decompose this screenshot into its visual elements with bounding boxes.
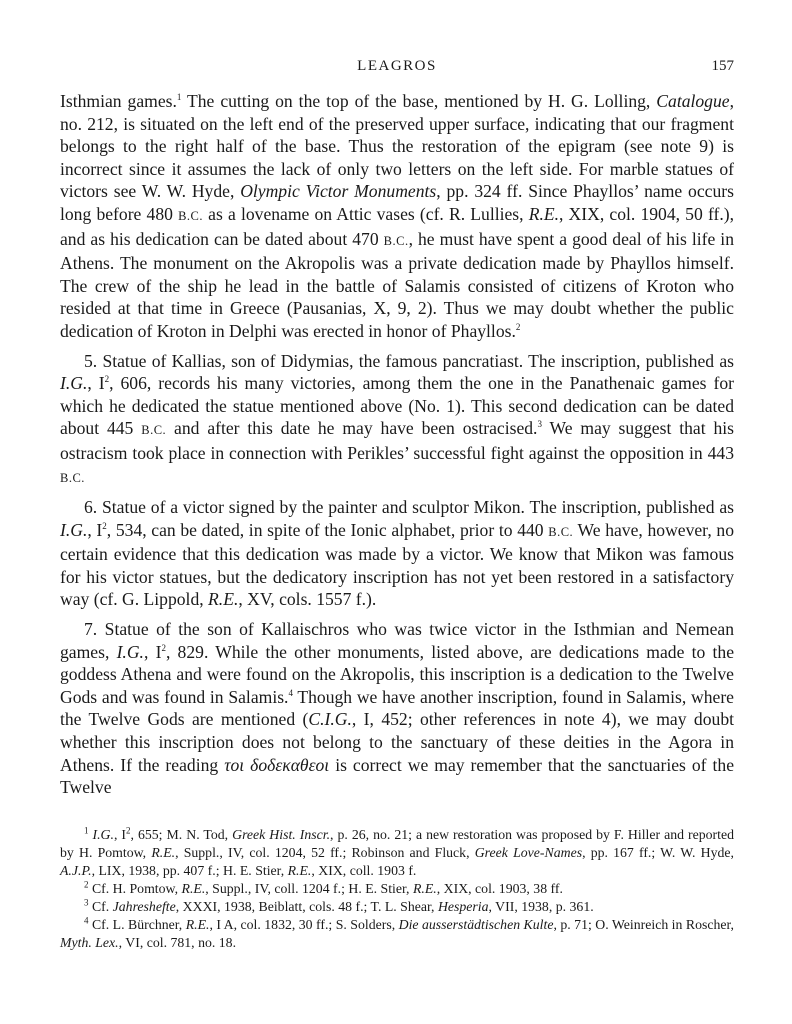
italic-text: A.J.P. (60, 863, 92, 878)
text-run: , XXXI, 1938, Beiblatt, cols. 48 f.; T. L. Shear, (175, 899, 438, 914)
text-run: Cf. H. Pomtow, (88, 881, 182, 896)
text-run: B.C. (548, 524, 574, 539)
italic-text: τοι δοδεκαθεοι (224, 754, 330, 775)
italic-text: Olympic Victor Monuments (240, 181, 437, 202)
text-run: , LIX, 1938, pp. 407 f.; H. E. Stier, (91, 863, 288, 878)
text-run: , VI, col. 781, no. 18. (118, 935, 237, 950)
footnote-3 (60, 898, 734, 916)
text-run: B.C. (383, 233, 409, 248)
text-run: , XIX, coll. 1903 f. (311, 863, 417, 878)
italic-text: C.I.G. (308, 709, 352, 730)
footnote-ref: 4 (288, 687, 293, 698)
text-run: We may suggest that his ostracism took place in connection with Perikles’ successful fight against the opposition in 443 (60, 418, 734, 463)
running-title: LEAGROS (357, 58, 437, 74)
text-run: as a lovename on Attic vases (cf. R. Lullies, (203, 203, 529, 224)
text-run: , I (87, 519, 103, 540)
text-run: and after this date he may have been ostracised. (166, 418, 538, 439)
italic-text: R.E. (151, 845, 176, 860)
footnote-ref: 2 (104, 374, 110, 385)
footnote-ref: 4 (84, 915, 89, 926)
text-run: , I, 452; other references in note 4), we may doubt whether this inscription does not belong to the sanctuary of these deities in the Agora in Athens. If the reading (60, 709, 734, 775)
text-run: , I (87, 373, 105, 394)
running-header (60, 58, 734, 80)
text-run: , pp. 324 ff. Since Phayllos’ name occurs long before 480 (60, 181, 734, 224)
main-text (60, 90, 734, 806)
footnote-ref: 2 (126, 825, 131, 836)
footnote-ref: 2 (515, 322, 521, 333)
text-run: 5. Statue of Kallias, son of Didymias, the famous pancratiast. The inscription, published as (84, 350, 734, 371)
italic-text: Hesperia (437, 899, 489, 914)
text-run: , 655; M. N. Tod, (130, 827, 233, 842)
italic-text: R.E. (181, 881, 206, 896)
paragraph-item-7 (60, 618, 734, 799)
text-run: Cf. (88, 899, 113, 914)
italic-text: Greek Hist. Inscr. (232, 827, 331, 842)
text-run: , XIX, col. 1903, 38 ff. (436, 881, 563, 896)
text-run: We have, however, no certain evidence that this dedication was made by a victor. We know that Mikon was famous for his victor statues, but the dedicatory inscription has not yet been restored in a satisfactory way (cf. G. Lippold, (60, 519, 734, 610)
footnote-ref: 3 (537, 419, 542, 430)
text-run: , 534, can be dated, in spite of the Ionic alphabet, prior to 440 (106, 519, 549, 540)
page-number: 157 (711, 58, 734, 74)
footnote-2 (60, 880, 734, 898)
footnote-ref: 3 (84, 897, 89, 908)
footnote-ref: 2 (161, 642, 166, 653)
italic-text: Greek Love-Names (474, 845, 583, 860)
paragraph-item-5 (60, 350, 734, 490)
text-run: , I A, col. 1832, 30 ff.; S. Solders, (209, 917, 399, 932)
italic-text: R.E. (208, 589, 239, 610)
footnote-ref: 1 (84, 825, 89, 836)
text-run: , XV, cols. 1557 f.). (238, 589, 377, 610)
text-run: , Suppl., IV, coll. 1204 f.; H. E. Stier, (205, 881, 413, 896)
italic-text: Jahreshefte (112, 899, 176, 914)
footnotes (60, 826, 734, 952)
italic-text: I.G. (60, 519, 88, 540)
text-run: is correct we may remember that the sanctuaries of the Twelve (60, 754, 735, 798)
text-run: , VII, 1938, p. 361. (488, 899, 594, 914)
italic-text: I.G. (60, 373, 88, 394)
italic-text: R.E. (287, 863, 312, 878)
text-run: , p. 71; O. Weinreich in Roscher, (553, 917, 734, 932)
text-run: , 606, records his many victories, among them the one in the Panathenaic games for which he dedicated the statue mentioned above (No. 1). This second dedication can be dated about 445 (60, 373, 735, 439)
footnote-ref: 2 (84, 879, 89, 890)
text-run: B.C. (141, 423, 167, 438)
text-run: , 829. While the other monuments, listed above, are dedications made to the goddess Athena and were found on the Akropolis, this inscription is a dedication to the Twelve Gods and was found in Salamis. (60, 641, 735, 707)
italic-text: Catalogue (656, 91, 730, 111)
paragraph-continuation (60, 90, 734, 343)
footnote-4 (60, 916, 734, 952)
text-run: 7. Statue of the son of Kallaischros who was twice victor in the Isthmian and Nemean games, (60, 619, 734, 662)
italic-text: I.G. (92, 827, 114, 842)
italic-text: I.G. (116, 641, 144, 662)
text-run: Though we have another inscription, found in Salamis, where the Twelve Gods are mentioned ( (60, 686, 734, 730)
italic-text: Myth. Lex. (60, 935, 119, 950)
text-run: B.C. (178, 208, 204, 223)
text-run: , he must have spent a good deal of his life in Athens. The monument on the Akropolis was a private dedication made by Phayllos himself. The crew of the ship he lead in the battle of Salamis consisted of citizens of Kroton who resided at that time in Greece (Pausanias, X, 9, 2). Thus we may doubt whether the public dedication of Kroton in Delphi was erected in honor of Phayllos. (60, 228, 734, 341)
italic-text: R.E. (412, 881, 437, 896)
text-run: B.C. (60, 470, 85, 485)
text-run: The cutting on the top of the base, mentioned by H. G. Lolling, (181, 91, 657, 111)
text-run: , Suppl., IV, col. 1204, 52 ff.; Robinson and Fluck, (175, 845, 475, 860)
text-run: , p. 26, no. 21; a new restoration was proposed by F. Hiller and reported by H. Pomtow, (60, 827, 734, 860)
italic-text: R.E. (185, 917, 210, 932)
text-run: , pp. 167 ff.; W. W. Hyde, (582, 845, 734, 860)
italic-text: Die ausserstädtischen Kulte (398, 917, 554, 932)
italic-text: R.E. (528, 203, 559, 224)
text-run: Cf. L. Bürchner, (88, 917, 186, 932)
text-run: , I (113, 827, 127, 842)
footnote-ref: 1 (176, 92, 182, 103)
text-run: 6. Statue of a victor signed by the painter and sculptor Mikon. The inscription, published as (84, 497, 734, 518)
footnote-ref: 2 (102, 520, 107, 531)
text-run: , I (143, 641, 162, 662)
text-run: , no. 212, is situated on the left end of the preserved upper surface, indicating that our fragment belongs to the right half of the base. Thus the restoration of the epigram (see note 9) is incorrect since it assumes the lack of only two letters on the left side. For marble statues of victors see W. W. Hyde, (60, 91, 734, 202)
paragraph-item-6 (60, 496, 734, 611)
text-run: Isthmian games. (60, 91, 177, 111)
footnote-1 (60, 826, 734, 880)
text-run: , XIX, col. 1904, 50 ff.), and as his dedication can be dated about 470 (60, 203, 734, 249)
